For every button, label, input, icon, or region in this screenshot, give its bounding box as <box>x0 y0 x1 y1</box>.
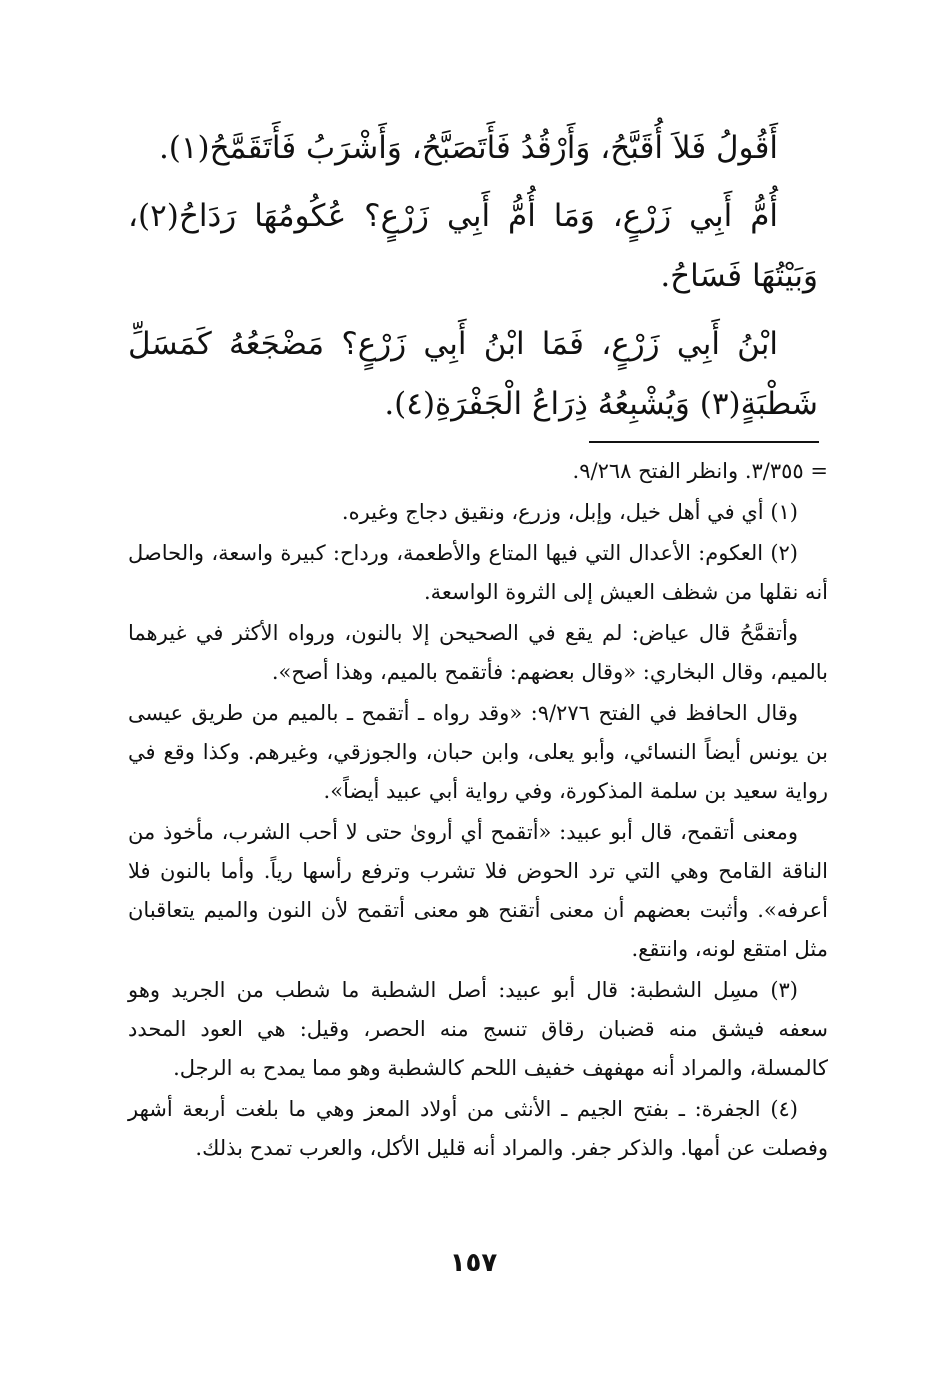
main-paragraph-1: أَقُولُ فَلاَ أُقَبَّحُ، وَأَرْقُدُ فَأَتَصَبَّحُ، وَأَشْرَبُ فَأَتَقَمَّحُ(١). <box>158 130 778 166</box>
footnote-separator <box>589 441 819 443</box>
footnote-continuation: = ٣/٣٥٥. وانظر الفتح ٩/٢٦٨. <box>572 459 828 483</box>
footnotes <box>128 452 828 1170</box>
footnote-1: (١) أي في أهل خيل، وإبل، وزرع، ونقيق دجاج وغيره. <box>341 500 798 524</box>
footnote-2-meaning: ومعنى أتقمح، قال أبو عبيد: «أتقمح أي أروىٰ حتى لا أحب الشرب، مأخوذ من الناقة القامح وهي التي ترد الحوض فلا تشرب وترفع رأسها رياً. وأما بالنون فلا أعرفه». وأثبت بعضهم أن معنى أتقنح هو معنى أتقمح لأن النون والميم يتعاقبان مثل امتقع لونه، وانتقع. <box>128 820 828 961</box>
footnote-3: (٣) مسِل الشطبة: قال أبو عبيد: أصل الشطبة ما شطب من الجريد وهو سعفه فيشق منه قضبان رقاق تنسج منه الحصر، وقيل: هي العود المحدد كالمسلة، والمراد أنه مهفهف خفيف اللحم كالشطبة وهو مما يمدح به الرجل. <box>128 978 828 1080</box>
footnote-2: (٢) العكوم: الأعدال التي فيها المتاع والأطعمة، ورداح: كبيرة واسعة، والحاصل أنه نقلها من شظف العيش إلى الثروة الواسعة. <box>128 541 828 604</box>
main-paragraph-3: ابْنُ أَبِي زَرْعٍ، فَمَا ابْنُ أَبِي زَرْعٍ؟ مَضْجَعُهُ كَمَسَلِّ شَطْبَةٍ(٣) وَيُشْبِعُهُ ذِرَاعُ الْجَفْرَةِ(٤). <box>128 326 818 422</box>
footnote-2-note-qamh: وأتقمَّحُ قال عياض: لم يقع في الصحيحن إلا بالنون، ورواه الأكثر في غيرهما بالميم، وقال البخاري: «وقال بعضهم: فأتقمح بالميم، وهذا أصح». <box>128 621 828 684</box>
page-number: ١٥٧ <box>449 1248 498 1278</box>
main-paragraph-2: أُمُّ أَبِي زَرْعٍ، وَمَا أُمُّ أَبِي زَرْعٍ؟ عُكُومُهَا رَدَاحُ(٢)، وَبَيْتُهَا فَسَاحُ. <box>128 198 818 294</box>
main-text <box>128 118 818 442</box>
footnote-2-hafiz-quote: وقال الحافظ في الفتح ٩/٢٧٦: «وقد رواه ـ أتقمح ـ بالميم من طريق عيسى بن يونس أيضاً النسائي، وأبو يعلى، وابن حبان، والجوزقي، وغيرهم. وكذا وقع في رواية سعيد بن سلمة المذكورة، وفي رواية أبي عبيد أيضاً». <box>128 701 828 803</box>
footnote-4: (٤) الجفرة: ـ بفتح الجيم ـ الأنثى من أولاد المعز وهي ما بلغت أربعة أشهر وفصلت عن أمها. والذكر جفر. والمراد أنه قليل الأكل، والعرب تمدح بذلك. <box>128 1097 828 1160</box>
